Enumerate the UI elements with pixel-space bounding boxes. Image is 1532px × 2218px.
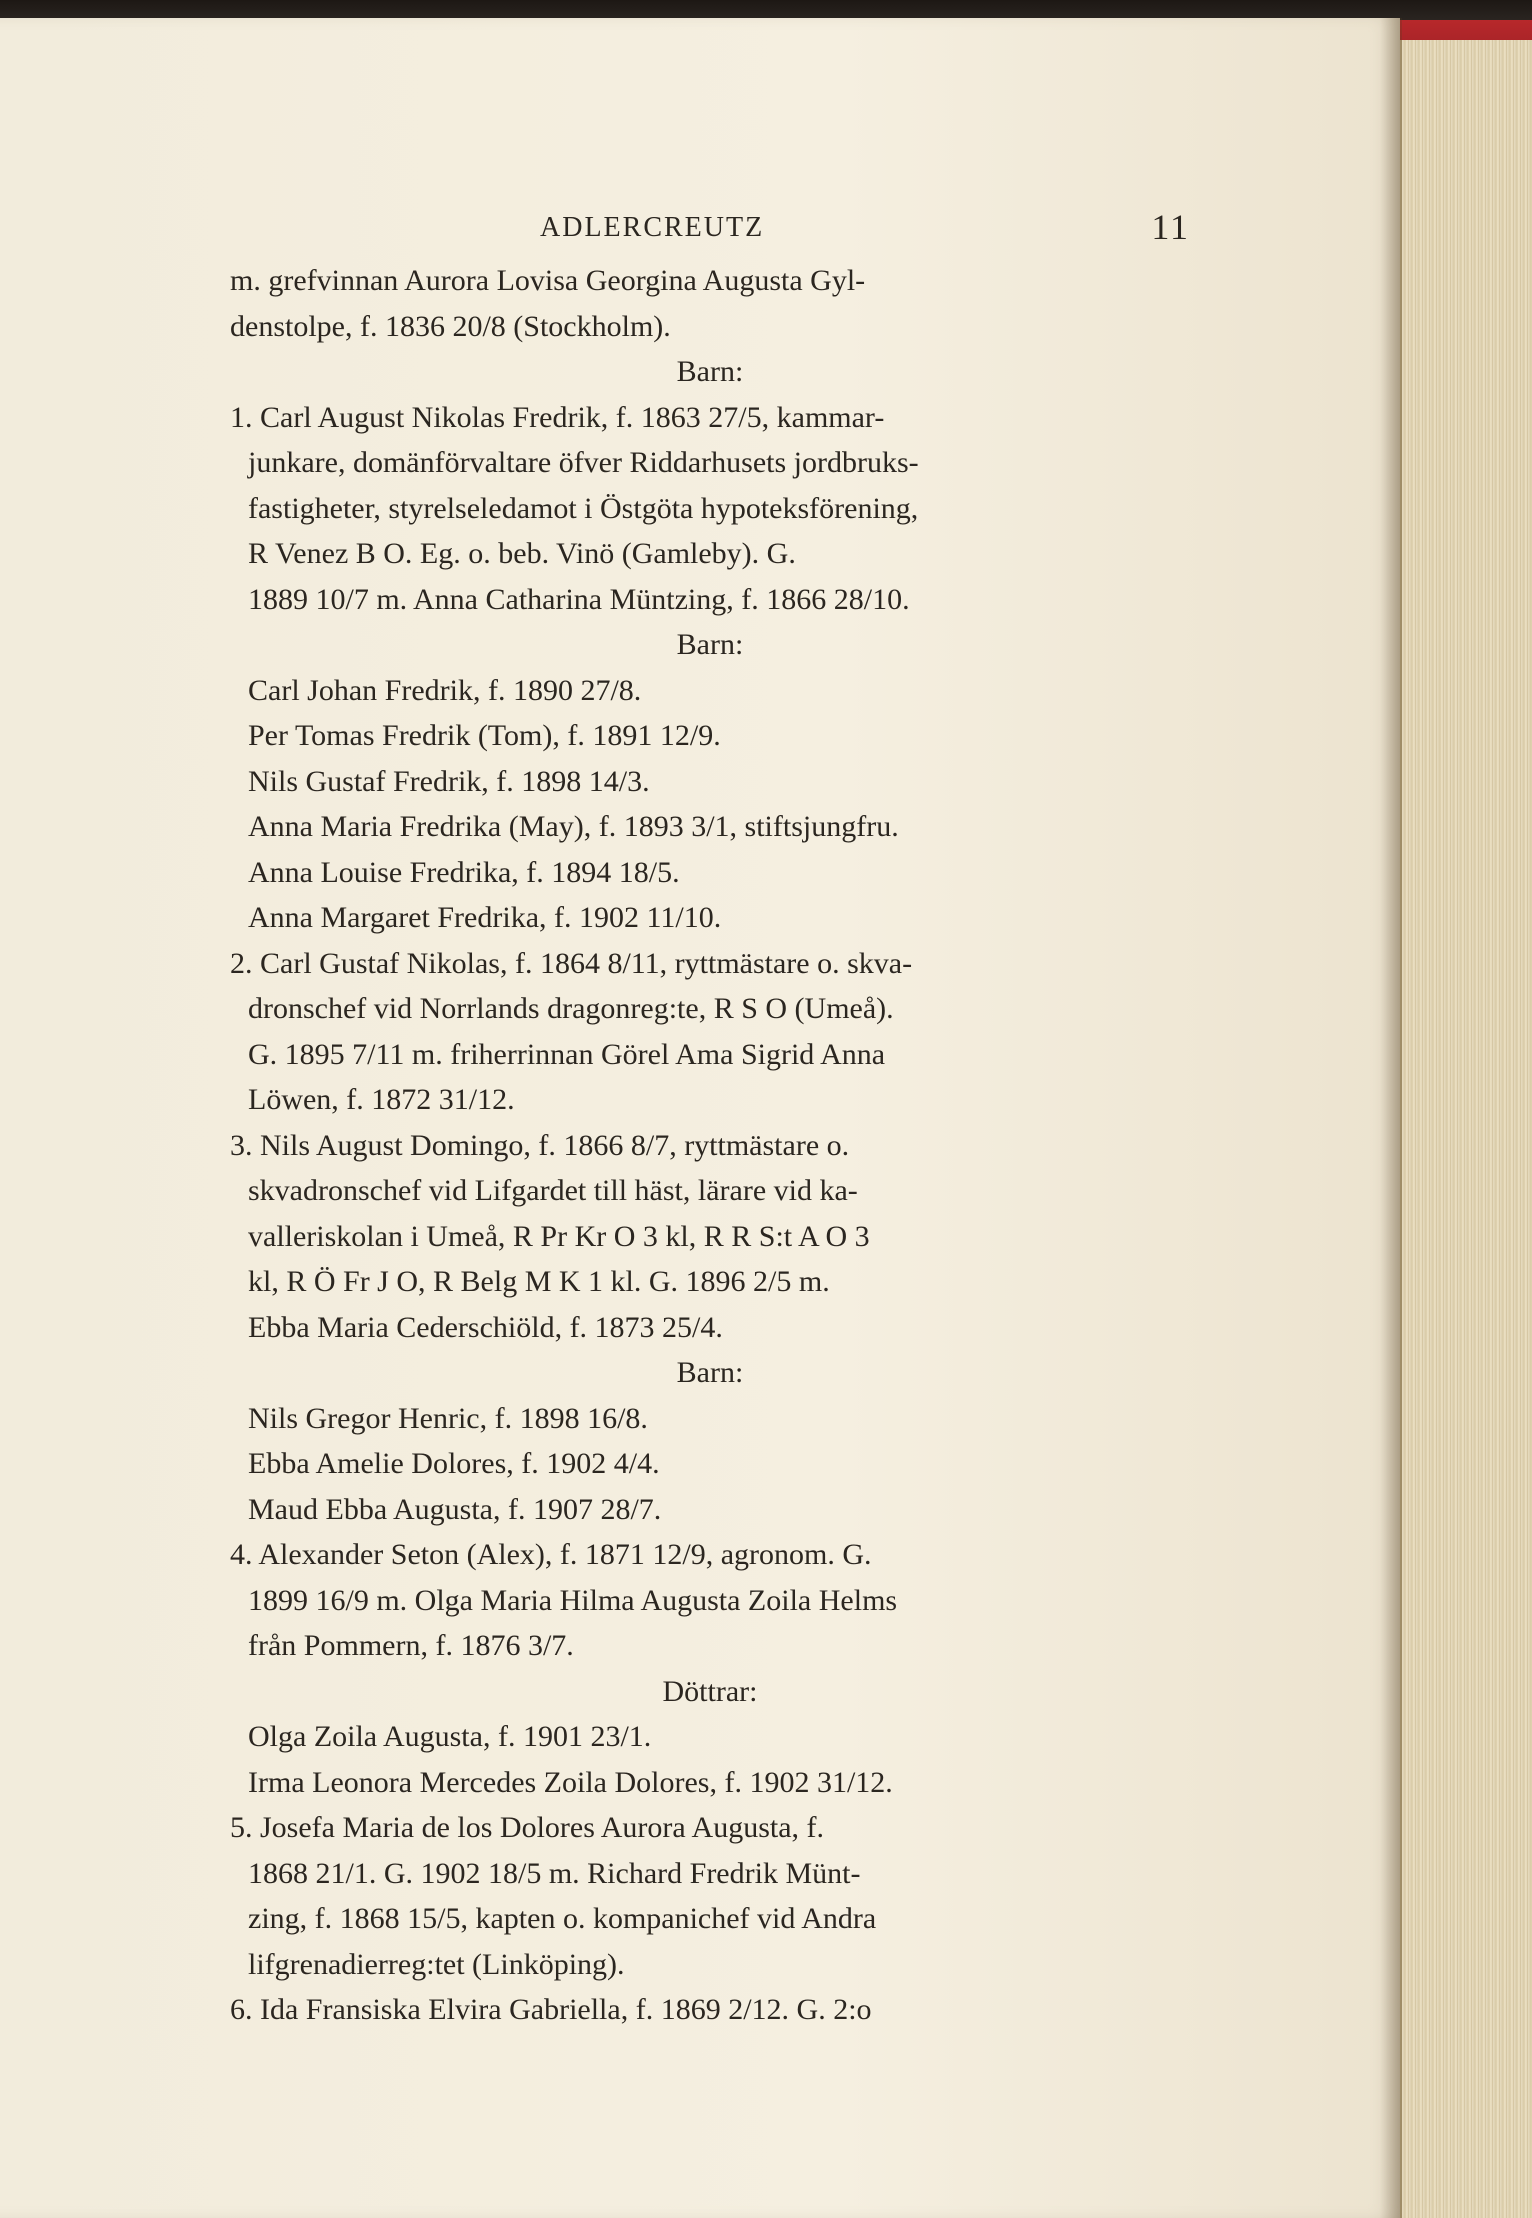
text-line: Olga Zoila Augusta, f. 1901 23/1. (248, 1720, 652, 1753)
text-line: 1889 10/7 m. Anna Catharina Müntzing, f. 1866 28/10. (248, 582, 910, 616)
section-heading: Barn: (676, 355, 744, 388)
text-line: 6. Ida Fransiska Elvira Gabriella, f. 1869 2/12. G. 2:o (230, 1993, 872, 2026)
running-title: ADLERCREUTZ (540, 212, 765, 243)
text-line: Nils Gregor Henric, f. 1898 16/8. (248, 1401, 648, 1435)
page-header (230, 198, 1190, 258)
text-line: junkare, domänförvaltare öfver Riddarhusets jordbruks- (248, 446, 919, 479)
text-line: Irma Leonora Mercedes Zoila Dolores, f. 1902 31/12. (248, 1765, 893, 1799)
text-line: m. grefvinnan Aurora Lovisa Georgina Augusta Gyl- (230, 264, 866, 297)
text-line: Carl Johan Fredrik, f. 1890 27/8. (248, 673, 642, 707)
text-line: Löwen, f. 1872 31/12. (248, 1083, 515, 1116)
text-line: Anna Margaret Fredrika, f. 1902 11/10. (248, 901, 722, 934)
text-line: 4. Alexander Seton (Alex), f. 1871 12/9, agronom. G. (230, 1538, 872, 1571)
text-line: 1. Carl August Nikolas Fredrik, f. 1863 27/5, kammar- (230, 400, 885, 434)
section-heading: Döttrar: (662, 1674, 758, 1708)
page-edges (1400, 40, 1532, 2218)
text-line: fastigheter, styrelseledamot i Östgöta hypoteksförening, (248, 491, 919, 525)
book-page (0, 18, 1400, 2218)
text-line: 1868 21/1. G. 1902 18/5 m. Richard Fredrik Münt- (248, 1856, 861, 1890)
text-line: Nils Gustaf Fredrik, f. 1898 14/3. (248, 764, 650, 798)
text-line: Per Tomas Fredrik (Tom), f. 1891 12/9. (248, 719, 721, 752)
text-line: denstolpe, f. 1836 20/8 (Stockholm). (230, 309, 671, 343)
text-line: 2. Carl Gustaf Nikolas, f. 1864 8/11, ryttmästare o. skva- (230, 946, 913, 980)
text-line: kl, R Ö Fr J O, R Belg M K 1 kl. G. 1896 2/5 m. (248, 1265, 830, 1298)
section-heading: Barn: (676, 1356, 744, 1389)
text-line: dronschef vid Norrlands dragonreg:te, R S O (Umeå). (248, 992, 894, 1025)
section-heading: Barn: (676, 628, 744, 661)
text-line: Maud Ebba Augusta, f. 1907 28/7. (248, 1492, 662, 1526)
text-line: 5. Josefa Maria de los Dolores Aurora Augusta, f. (230, 1811, 825, 1844)
text-line: lifgrenadierreg:tet (Linköping). (248, 1947, 625, 1981)
text-line: Anna Louise Fredrika, f. 1894 18/5. (248, 855, 680, 889)
text-line: zing, f. 1868 15/5, kapten o. kompanichef vid Andra (248, 1902, 877, 1935)
text-line: R Venez B O. Eg. o. beb. Vinö (Gamleby). G. (248, 537, 796, 570)
text-line: 1899 16/9 m. Olga Maria Hilma Augusta Zoila Helms (248, 1583, 898, 1617)
page-fold-shadow (1380, 18, 1402, 2218)
text-line: Anna Maria Fredrika (May), f. 1893 3/1, stiftsjungfru. (248, 810, 899, 843)
text-line: Ebba Maria Cederschiöld, f. 1873 25/4. (248, 1310, 723, 1344)
text-line: valleriskolan i Umeå, R Pr Kr O 3 kl, R R S:t A O 3 (248, 1219, 870, 1253)
text-line: 3. Nils August Domingo, f. 1866 8/7, ryttmästare o. (230, 1128, 850, 1162)
text-block (230, 198, 1190, 2033)
page-number: 11 (1151, 207, 1190, 247)
text-line: Ebba Amelie Dolores, f. 1902 4/4. (248, 1447, 660, 1480)
text-line: G. 1895 7/11 m. friherrinnan Görel Ama Sigrid Anna (248, 1037, 886, 1071)
genealogy-text (230, 258, 1190, 2033)
text-line: skvadronschef vid Lifgardet till häst, lärare vid ka- (248, 1174, 858, 1207)
text-line: från Pommern, f. 1876 3/7. (248, 1629, 574, 1662)
